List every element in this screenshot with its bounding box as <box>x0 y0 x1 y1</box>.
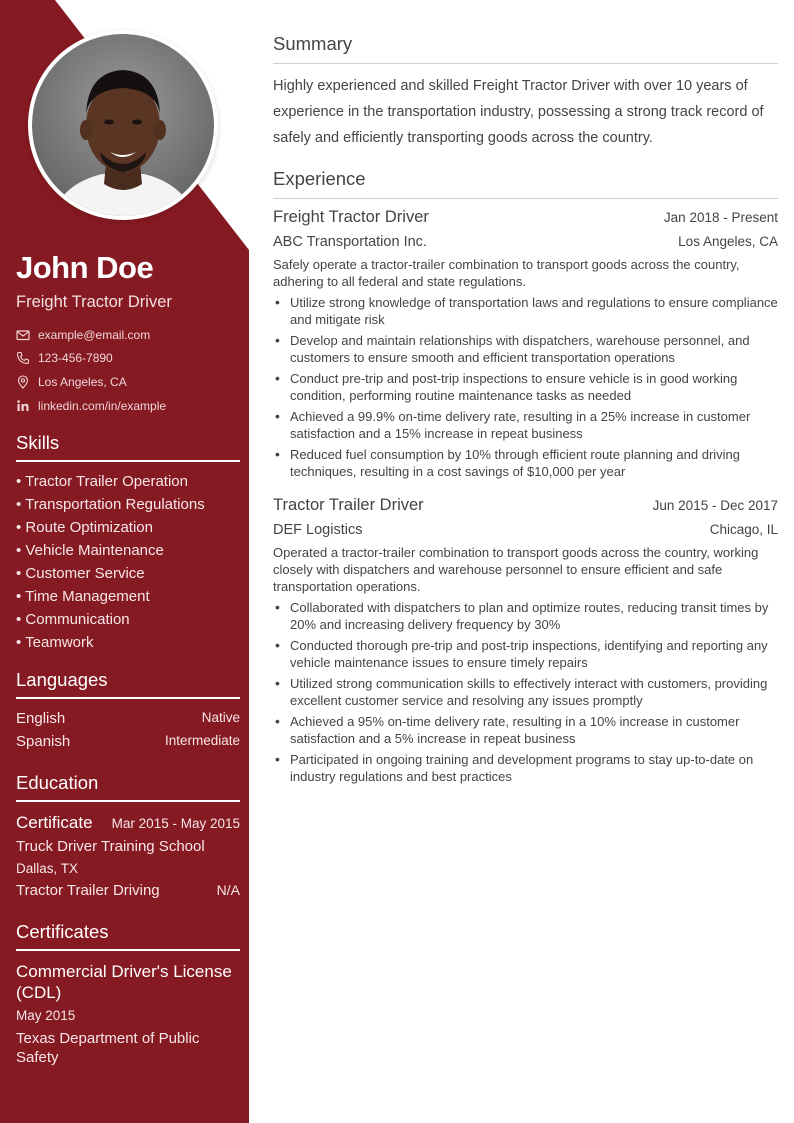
language-level: Native <box>201 710 240 725</box>
education-school: Truck Driver Training School <box>16 838 205 855</box>
envelope-icon <box>16 328 30 342</box>
location-text: Los Angeles, CA <box>38 375 127 389</box>
skill-item: • Route Optimization <box>16 519 153 536</box>
skill-item: • Transportation Regulations <box>16 496 205 513</box>
job-bullet: • Collaborated with dispatchers to plan and optimize routes, reducing transit times by 20% and increasing delivery frequency by 30% <box>273 599 778 633</box>
summary-heading: Summary <box>273 33 778 64</box>
phone-text: 123-456-7890 <box>38 351 113 365</box>
job-location: Los Angeles, CA <box>678 234 778 249</box>
candidate-name: John Doe <box>16 250 154 285</box>
certificate-date: May 2015 <box>16 1008 76 1023</box>
job-description: Safely operate a tractor-trailer combination to transport goods across the country, adhering to all federal and state regulations. <box>273 257 740 289</box>
skill-item: • Customer Service <box>16 565 145 582</box>
job-company-row <box>273 522 778 538</box>
skills-heading: Skills <box>16 432 240 462</box>
linkedin-text: linkedin.com/in/example <box>38 399 167 413</box>
languages-heading: Languages <box>16 669 240 699</box>
candidate-title: Freight Tractor Driver <box>16 293 172 311</box>
job-bullet: • Conduct pre-trip and post-trip inspections to ensure vehicle is in good working condition, performing routine maintenance tasks as needed <box>273 370 778 404</box>
job-dates: Jan 2018 - Present <box>663 210 778 225</box>
job-bullet: • Develop and maintain relationships with dispatchers, warehouse personnel, and customers to ensure smooth and efficient transportation operations <box>273 332 778 366</box>
contact-email[interactable] <box>16 328 150 342</box>
job-bullet: • Achieved a 95% on-time delivery rate, resulting in a 10% increase in customer satisfaction and a 5% increase in repeat business <box>273 713 778 747</box>
certificate-issuer: Texas Department of Public Safety <box>16 1030 200 1066</box>
skill-item: • Communication <box>16 611 130 628</box>
contact-location <box>16 375 127 389</box>
portrait-image <box>32 34 214 216</box>
job-title: Freight Tractor Driver <box>273 208 429 226</box>
job-title: Tractor Trailer Driver <box>273 496 424 514</box>
job-company: DEF Logistics <box>273 522 363 538</box>
language-level: Intermediate <box>164 733 240 748</box>
contact-phone[interactable] <box>16 351 113 365</box>
job-bullet: • Achieved a 99.9% on-time delivery rate, resulting in a 25% increase in customer satisfaction and a 15% increase in repeat business <box>273 408 778 442</box>
contact-linkedin[interactable] <box>16 399 166 413</box>
language-row <box>16 733 240 750</box>
education-dates: Mar 2015 - May 2015 <box>111 816 240 831</box>
job-description: Operated a tractor-trailer combination to transport goods across the country, working closely with dispatchers and warehouse personnel to ensure efficient and safe transportation operations. <box>273 545 759 594</box>
job-title-row <box>273 496 778 515</box>
skill-item: • Teamwork <box>16 634 94 651</box>
experience-heading: Experience <box>273 168 778 199</box>
email-text: example@email.com <box>38 328 151 342</box>
language-name: English <box>16 710 66 727</box>
job-bullet: • Reduced fuel consumption by 10% through efficient route planning and driving techniques, resulting in a cost savings of $10,000 per year <box>273 446 778 480</box>
job-title-row <box>273 208 778 227</box>
job-bullet: • Utilize strong knowledge of transportation laws and regulations to ensure compliance and mitigate risk <box>273 294 778 328</box>
job-location: Chicago, IL <box>709 522 778 537</box>
skill-item: • Time Management <box>16 588 150 605</box>
job-bullets <box>273 599 778 789</box>
certificate-name: Commercial Driver's License (CDL) <box>16 962 232 1002</box>
map-pin-icon <box>16 375 30 389</box>
education-gpa: N/A <box>216 882 240 898</box>
job-bullets <box>273 294 778 484</box>
education-heading: Education <box>16 772 240 802</box>
language-row <box>16 710 240 727</box>
language-name: Spanish <box>16 733 71 750</box>
education-field: Tractor Trailer Driving <box>16 882 160 899</box>
education-degree: Certificate <box>16 813 93 832</box>
job-bullet: • Conducted thorough pre-trip and post-trip inspections, identifying and reporting any vehicle maintenance issues to ensure timely repairs <box>273 637 778 671</box>
job-company-row <box>273 234 778 250</box>
profile-photo <box>28 30 218 220</box>
job-company: ABC Transportation Inc. <box>273 234 427 250</box>
education-degree-row <box>16 813 240 833</box>
certificates-heading: Certificates <box>16 921 240 951</box>
skill-item: • Vehicle Maintenance <box>16 542 164 559</box>
job-dates: Jun 2015 - Dec 2017 <box>652 498 778 513</box>
education-location: Dallas, TX <box>16 861 79 876</box>
summary-text: Highly experienced and skilled Freight Tractor Driver with over 10 years of experience in the transportation industry, possessing a strong track record of safely and efficiently transporting goods across the country. <box>273 78 764 146</box>
linkedin-icon <box>16 399 30 413</box>
phone-icon <box>16 351 30 365</box>
job-bullet: • Utilized strong communication skills to effectively interact with customers, providing excellent customer service and resolving any issues promptly <box>273 675 778 709</box>
skill-item: • Tractor Trailer Operation <box>16 473 188 490</box>
job-bullet: • Participated in ongoing training and development programs to stay up-to-date on industry regulations and best practices <box>273 751 778 785</box>
education-field-row <box>16 882 240 899</box>
